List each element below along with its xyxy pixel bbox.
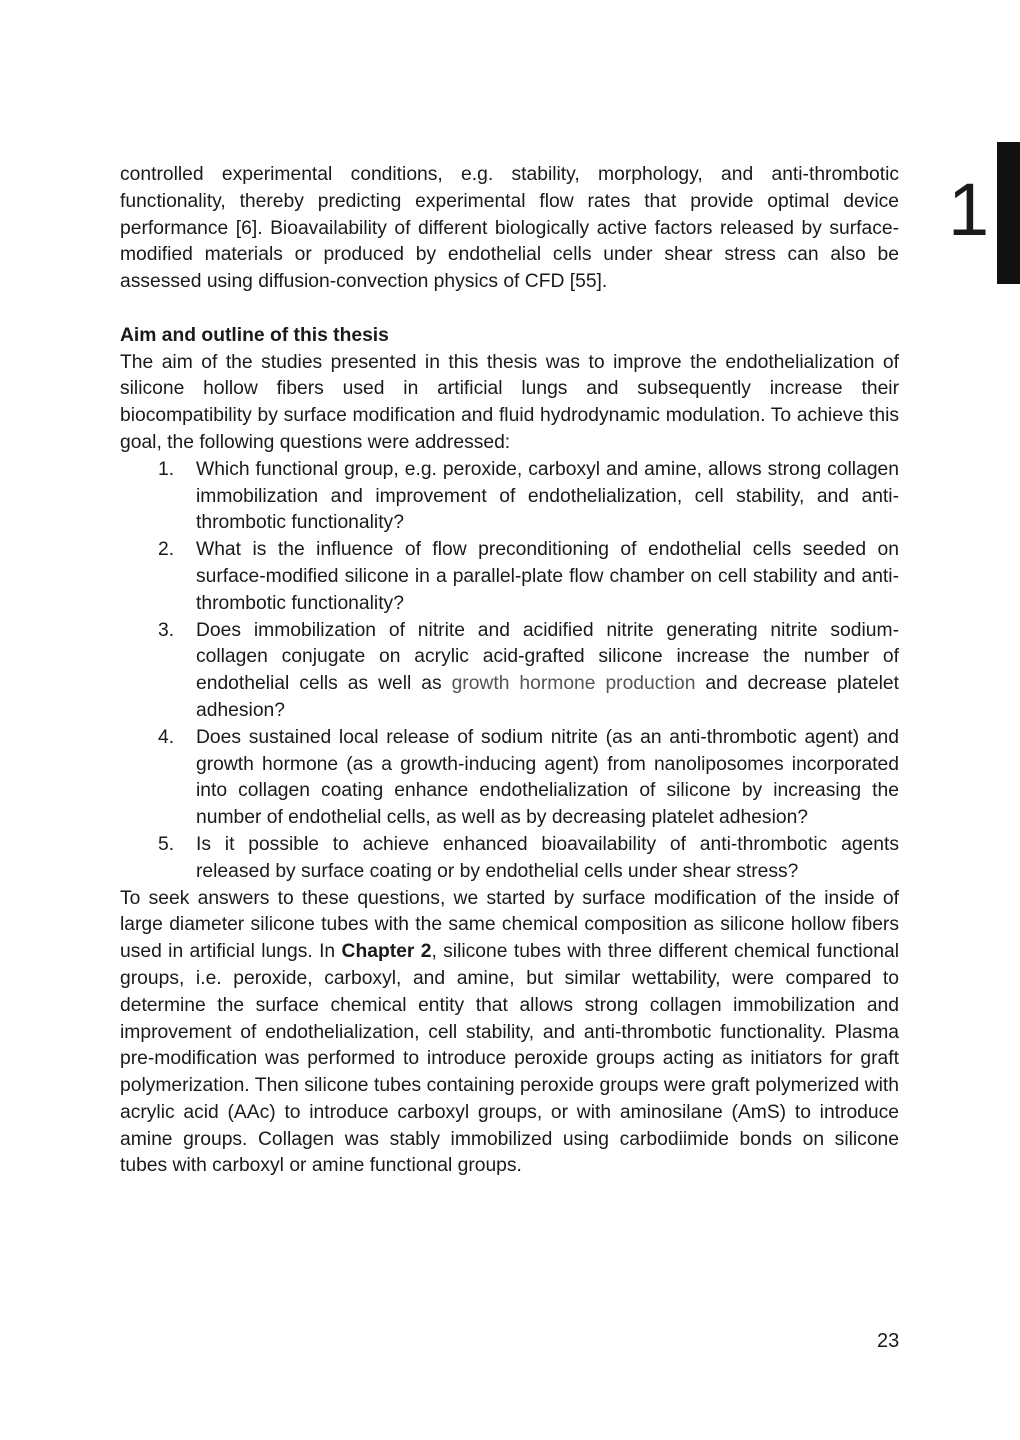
list-item (120, 457, 899, 537)
list-item-number: 2. (158, 539, 175, 561)
list-item-number: 5. (158, 833, 175, 855)
list-item-text: Which functional group, e.g. peroxide, carboxyl and amine, allows strong collagen immobilization and improvement of endothelialization, cell stability, and anti-thrombotic functionality? (196, 458, 899, 534)
list-item-text (196, 620, 899, 721)
paragraph-gap (120, 296, 899, 323)
list-item-text: What is the influence of flow preconditioning of endothelial cells seeded on surface-modified silicone in a parallel-plate flow chamber on cell stability and anti-thrombotic functionality? (196, 539, 899, 614)
list-item-text: Does sustained local release of sodium nitrite (as an anti-thrombotic agent) and growth hormone (as a growth-inducing agent) from nanoliposomes incorporated into collagen coating enhance endothelialization of silicone by increasing the number of endothelial cells, as well as by decreasing platelet adhesion? (196, 726, 899, 829)
list-item (120, 725, 899, 832)
outline-text-start: To seek answers to these questions, we started by surface modification of the inside of large diameter silicone tubes with the same chemical composition as silicone hollow fibers used in artificial lungs. In (120, 887, 899, 963)
chapter-number: 1 (948, 168, 990, 251)
chapter-reference: Chapter 2 (341, 941, 432, 963)
list-item-number: 4. (158, 726, 175, 748)
list-item-text-end: and decrease platelet adhesion? (196, 673, 900, 721)
outline-paragraph (120, 886, 899, 1181)
list-item-number: 3. (158, 619, 175, 641)
outline-text-end: , silicone tubes with three different chemical functional groups, i.e. peroxide, carboxyl, and amine, but similar wettability, were compared to determine the surface chemical entity that allows strong collagen immobilization and improvement of endothelialization, cell stability, and anti-thrombotic functionality. Plasma pre-modification was performed to introduce peroxide groups acting as initiators for graft polymerization. Then silicone tubes containing peroxide groups were graft polymerized with acrylic acid (AAc) to introduce carboxyl groups, or with aminosilane (AmS) to introduce amine groups. Collagen was stably immobilized using carbodiimide bonds on silicone tubes with carboxyl or amine functional groups. (120, 941, 899, 1177)
page-body (120, 162, 899, 1180)
research-questions-list (120, 457, 899, 886)
list-item (120, 618, 899, 725)
section-heading: Aim and outline of this thesis (120, 324, 389, 346)
intro-paragraph: controlled experimental conditions, e.g. stability, morphology, and anti-thrombotic functionality, thereby predicting experimental flow rates that provide optimal device performance [6]. Bioavailability of different biologically active factors released by surface-modified materials or produced by endothelial cells under shear stress can also be assessed using diffusion-convection physics of CFD [55]. (120, 164, 899, 293)
aim-paragraph: The aim of the studies presented in this thesis was to improve the endothelialization of silicone hollow fibers used in artificial lungs and subsequently increase their biocompatibility by surface modification and fluid hydrodynamic modulation. To achieve this goal, the following questions were addressed: (120, 351, 899, 453)
list-item-text: Is it possible to achieve enhanced bioavailability of anti-thrombotic agents released by surface coating or by endothelial cells under shear stress? (196, 833, 899, 882)
highlighted-phrase: growth hormone production (451, 673, 696, 695)
page-number: 23 (877, 1330, 900, 1352)
list-item-text-start: Does immobilization of nitrite and acidified nitrite generating nitrite sodium-collagen conjugate on acrylic acid-grafted silicone increase the number of endothelial cells as well as (196, 619, 899, 695)
list-item (120, 537, 899, 617)
list-item (120, 832, 899, 886)
chapter-tab-marker (997, 142, 1020, 284)
list-item-number: 1. (158, 458, 175, 480)
